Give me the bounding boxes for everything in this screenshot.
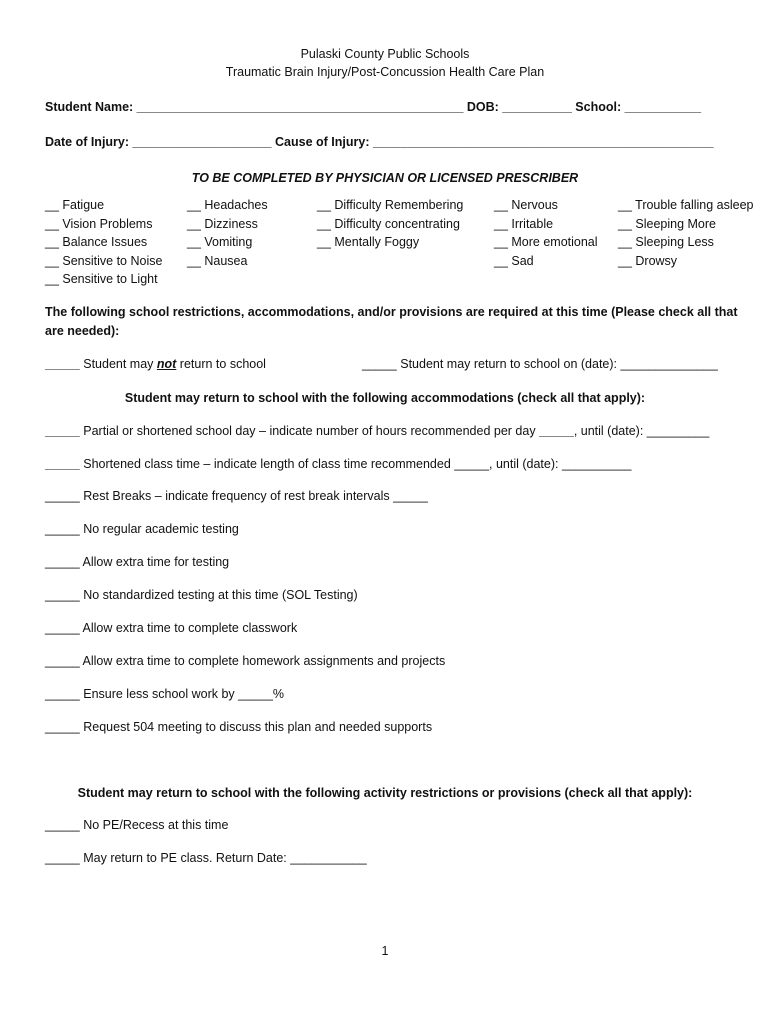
option-text: , until (date): _________ bbox=[573, 424, 710, 438]
emphasis-not: not bbox=[156, 357, 177, 371]
accommodation-extra-time-classwork[interactable]: _____ Allow extra time to complete classwork bbox=[45, 621, 298, 635]
symptom-headaches[interactable]: __ Headaches bbox=[187, 198, 268, 212]
symptom-vomiting[interactable]: __ Vomiting bbox=[187, 235, 253, 249]
organization-name: Pulaski County Public Schools bbox=[300, 47, 470, 61]
symptom-difficulty-concentrating[interactable]: __ Difficulty concentrating bbox=[317, 216, 460, 231]
option-text: return to school bbox=[176, 357, 266, 371]
symptom-sleeping-less[interactable]: __ Sleeping Less bbox=[618, 235, 714, 249]
hours-blank[interactable]: _____ bbox=[539, 424, 574, 438]
symptom-balance-issues[interactable]: __ Balance Issues bbox=[45, 235, 148, 249]
option-text: Shortened class time – indicate length of class time recommended _____, until (date): __________ bbox=[79, 457, 632, 471]
accommodation-shortened-class[interactable] bbox=[45, 457, 632, 471]
restrictions-intro-line-1: The following school restrictions, accommodations, and/or provisions are required at this time (Please check all that bbox=[45, 305, 738, 319]
activity-no-pe-recess[interactable]: _____ No PE/Recess at this time bbox=[45, 818, 229, 832]
symptom-difficulty-remembering[interactable]: __ Difficulty Remembering bbox=[317, 198, 464, 212]
accommodation-less-school-work[interactable]: _____ Ensure less school work by _____% bbox=[45, 687, 285, 701]
symptom-more-emotional[interactable]: __ More emotional bbox=[494, 235, 598, 249]
activity-heading: Student may return to school with the following activity restrictions or provisions (check all that apply): bbox=[77, 786, 693, 800]
symptom-column-1 bbox=[45, 196, 162, 289]
check-blank[interactable]: _____ bbox=[45, 357, 80, 371]
symptom-column-5 bbox=[618, 196, 754, 270]
accommodation-extra-time-homework[interactable]: _____ Allow extra time to complete homework assignments and projects bbox=[45, 654, 446, 668]
page-title: Traumatic Brain Injury/Post-Concussion Health Care Plan bbox=[225, 65, 545, 79]
symptom-irritable[interactable]: __ Irritable bbox=[494, 216, 554, 231]
option-may-return-date[interactable]: _____ Student may return to school on (date): ______________ bbox=[362, 357, 718, 371]
symptom-trouble-falling-asleep[interactable]: __ Trouble falling asleep bbox=[618, 198, 754, 212]
accommodation-no-standardized-testing[interactable]: _____ No standardized testing at this time (SOL Testing) bbox=[45, 588, 358, 602]
restrictions-intro-line-2: are needed): bbox=[45, 324, 120, 338]
page-number: 1 bbox=[381, 944, 389, 958]
symptom-drowsy[interactable]: __ Drowsy bbox=[618, 253, 678, 268]
symptom-sensitive-light[interactable]: __ Sensitive to Light bbox=[45, 272, 158, 286]
symptom-sad[interactable]: __ Sad bbox=[494, 253, 534, 268]
student-info-field-line[interactable]: Student Name: _______________________________________________ DOB: __________ School: ___________ bbox=[45, 100, 702, 114]
symptom-fatigue[interactable]: __ Fatigue bbox=[45, 198, 105, 212]
symptom-dizziness[interactable]: __ Dizziness bbox=[187, 216, 258, 231]
symptom-sleeping-more[interactable]: __ Sleeping More bbox=[618, 216, 716, 231]
symptom-sensitive-noise[interactable]: __ Sensitive to Noise bbox=[45, 253, 163, 268]
injury-info-field-line[interactable]: Date of Injury: ____________________ Cause of Injury: _________________________________________________ bbox=[45, 135, 714, 149]
symptom-mentally-foggy[interactable]: __ Mentally Foggy bbox=[317, 235, 420, 249]
check-blank[interactable]: _____ bbox=[45, 457, 80, 471]
activity-return-pe[interactable]: _____ May return to PE class. Return Date: ___________ bbox=[45, 851, 367, 865]
symptom-nausea[interactable]: __ Nausea bbox=[187, 253, 248, 268]
accommodations-heading: Student may return to school with the following accommodations (check all that apply): bbox=[124, 391, 646, 405]
symptom-column-2 bbox=[187, 196, 268, 270]
accommodation-request-504[interactable]: _____ Request 504 meeting to discuss this plan and needed supports bbox=[45, 720, 433, 734]
option-text: Student may bbox=[79, 357, 157, 371]
check-blank[interactable]: _____ bbox=[45, 424, 80, 438]
accommodation-extra-time-testing[interactable]: _____ Allow extra time for testing bbox=[45, 555, 230, 569]
accommodation-partial-day[interactable] bbox=[45, 424, 709, 438]
symptom-vision-problems[interactable]: __ Vision Problems bbox=[45, 216, 153, 231]
option-text: Partial or shortened school day – indicate number of hours recommended per day bbox=[79, 424, 540, 438]
option-may-not-return[interactable] bbox=[45, 357, 266, 371]
symptom-column-3 bbox=[317, 196, 463, 252]
accommodation-no-academic-testing[interactable]: _____ No regular academic testing bbox=[45, 522, 239, 536]
accommodation-rest-breaks[interactable]: _____ Rest Breaks – indicate frequency of rest break intervals _____ bbox=[45, 489, 428, 503]
symptom-column-4 bbox=[494, 196, 598, 270]
physician-heading: TO BE COMPLETED BY PHYSICIAN OR LICENSED PRESCRIBER bbox=[191, 171, 579, 185]
symptom-nervous[interactable]: __ Nervous bbox=[494, 198, 558, 212]
